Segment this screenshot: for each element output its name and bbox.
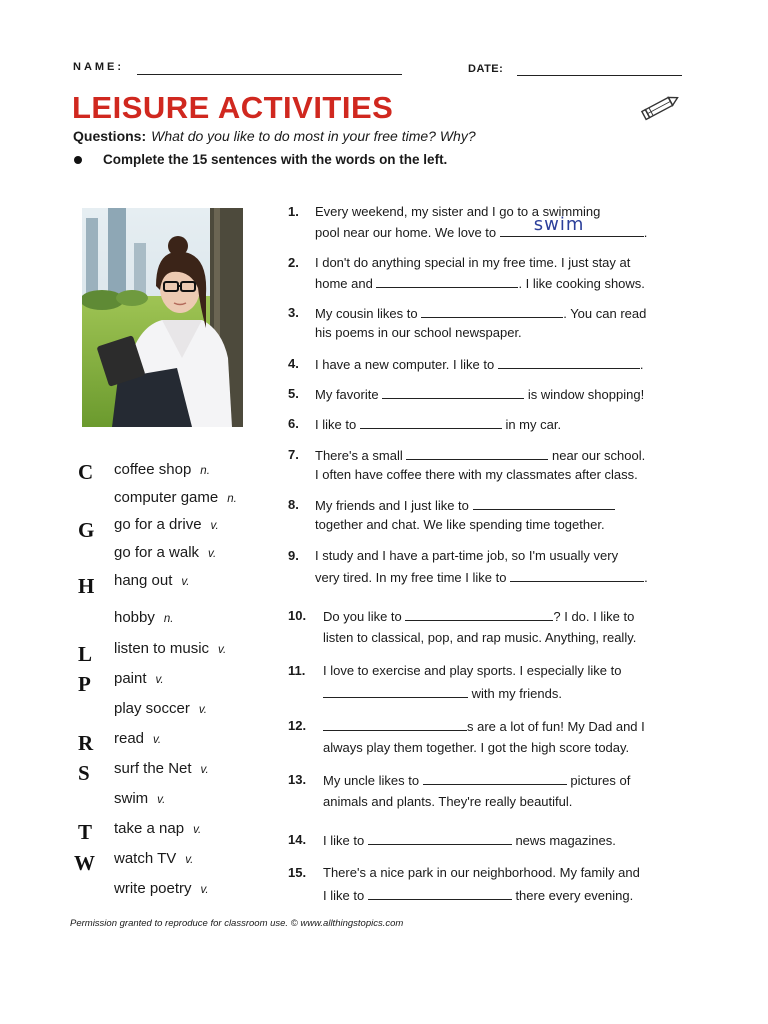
sentence-number: 7.	[288, 447, 299, 462]
sentence-13-line-1	[323, 772, 630, 788]
sentence-1-line-1: Every weekend, my sister and I go to a swimming	[315, 204, 601, 219]
word-text: swim	[114, 790, 149, 807]
sentence-number: 10.	[288, 608, 307, 623]
sentence-number: 11.	[288, 663, 306, 678]
letter-r: R	[78, 731, 94, 755]
word-text: write poetry	[114, 880, 192, 897]
sentence-text: .	[643, 225, 648, 240]
word-watch-tv	[114, 850, 193, 867]
sentence-text: My uncle likes to	[323, 773, 420, 788]
word-text: take a nap	[114, 820, 185, 837]
sentence-text: There's a small	[315, 448, 403, 463]
sentence-number: 4.	[288, 356, 299, 371]
answer-blank-3[interactable]	[421, 305, 563, 318]
sentence-3-line-2: his poems in our school newspaper.	[315, 325, 522, 340]
letter-t: T	[78, 820, 93, 844]
sentence-text: . I like cooking shows.	[518, 276, 645, 291]
part-of-speech: v.	[193, 824, 202, 836]
handwritten-answer: swim	[533, 214, 585, 235]
word-go-for-a-drive	[114, 516, 219, 533]
answer-blank-8[interactable]	[473, 497, 615, 510]
word-text: computer game	[114, 489, 219, 506]
date-label: DATE:	[468, 63, 504, 75]
sentence-8-line-2: together and chat. We like spending time together.	[315, 517, 605, 532]
letter-l: L	[78, 642, 93, 666]
bullet-icon	[74, 156, 82, 164]
sentence-9-line-2	[315, 569, 648, 585]
word-text: go for a walk	[114, 544, 200, 561]
part-of-speech: n.	[200, 465, 210, 477]
answer-blank-5[interactable]	[382, 386, 524, 399]
sentence-3-line-1	[315, 305, 646, 321]
word-play-soccer	[114, 700, 207, 717]
part-of-speech: n.	[163, 613, 174, 625]
answer-blank-13[interactable]	[423, 772, 567, 785]
sentence-text: news magazines.	[515, 833, 616, 848]
sentence-text: I like to	[323, 888, 365, 903]
part-of-speech: v.	[155, 674, 164, 686]
part-of-speech: v.	[208, 548, 217, 560]
word-listen-to-music	[114, 640, 226, 657]
sentence-text: .	[639, 357, 644, 372]
footer-permission: Permission granted to reproduce for classroom use. © www.allthingstopics.com	[70, 918, 404, 929]
date-line[interactable]	[517, 75, 682, 76]
part-of-speech: v.	[198, 704, 207, 716]
answer-blank-6[interactable]	[360, 416, 502, 429]
sentence-14-line-1	[323, 832, 616, 848]
sentence-2-line-1: I don't do anything special in my free time. I just stay at	[315, 255, 631, 270]
sentence-text: with my friends.	[471, 686, 562, 701]
sentence-15-line-1: There's a nice park in our neighborhood. My family and	[323, 865, 640, 880]
answer-blank-2[interactable]	[376, 275, 518, 288]
sentence-number: 13.	[288, 772, 307, 787]
name-line[interactable]	[137, 74, 402, 75]
part-of-speech: v.	[181, 576, 190, 588]
sentence-11-line-2	[323, 685, 562, 701]
sentence-text: pictures of	[570, 773, 631, 788]
answer-blank-12[interactable]	[323, 718, 467, 731]
sentence-6-line-1	[315, 416, 561, 432]
sentence-5-line-1	[315, 386, 644, 402]
sentence-text: there every evening.	[515, 888, 634, 903]
word-text: hobby	[114, 609, 155, 626]
word-coffee-shop	[114, 461, 210, 478]
sentence-text: ? I do. I like to	[553, 609, 635, 624]
sentence-7-line-1	[315, 447, 645, 463]
sentence-number: 12.	[288, 718, 307, 733]
sentence-12-line-2: always play them together. I got the high score today.	[323, 740, 630, 755]
sentence-13-line-2: animals and plants. They're really beautiful.	[323, 794, 573, 809]
name-label: NAME:	[73, 61, 125, 73]
letter-h: H	[78, 574, 95, 598]
sentence-text: Do you like to	[323, 609, 402, 624]
sentence-11-line-1: I love to exercise and play sports. I especially like to	[323, 663, 622, 678]
sentence-text: home and	[315, 276, 373, 291]
sentence-text: My favorite	[315, 387, 379, 402]
sentence-9-line-1: I study and I have a part-time job, so I'm usually very	[315, 548, 619, 563]
questions-label: Questions:	[73, 128, 147, 144]
sentence-8-line-1	[315, 497, 615, 513]
sentence-text: pool near our home. We love to	[315, 225, 497, 240]
word-text: watch TV	[114, 850, 177, 867]
sentence-text: very tired. In my free time I like to	[315, 570, 507, 585]
sentence-7-line-2: I often have coffee there with my classmates after class.	[315, 467, 638, 482]
letter-s: S	[78, 761, 90, 785]
answer-blank-15[interactable]	[368, 887, 512, 900]
letter-c: C	[78, 460, 94, 484]
sentence-number: 5.	[288, 386, 299, 401]
pencil-icon	[640, 92, 682, 122]
sentence-text: . You can read	[563, 306, 647, 321]
word-text: coffee shop	[114, 461, 192, 478]
sentence-text: s are a lot of fun! My Dad and I	[467, 719, 645, 734]
answer-blank-1[interactable]	[500, 214, 644, 237]
sentence-number: 14.	[288, 832, 307, 847]
word-read	[114, 730, 161, 747]
letter-g: G	[78, 518, 95, 542]
sentence-2-line-2	[315, 275, 645, 291]
word-swim	[114, 790, 165, 807]
word-text: go for a drive	[114, 516, 202, 533]
sentence-number: 2.	[288, 255, 299, 270]
sentence-number: 3.	[288, 305, 299, 320]
sentence-number: 1.	[288, 204, 299, 219]
page-title: LEISURE ACTIVITIES	[72, 90, 394, 125]
part-of-speech: v.	[157, 794, 166, 806]
word-text: listen to music	[114, 640, 210, 657]
word-paint	[114, 670, 164, 687]
sentence-10-line-2: listen to classical, pop, and rap music. Anything, really.	[323, 630, 637, 645]
sentence-text: is window shopping!	[527, 387, 645, 402]
part-of-speech: v.	[200, 764, 209, 776]
word-take-a-nap	[114, 820, 201, 837]
sentence-text: My cousin likes to	[315, 306, 418, 321]
woman-reading-photo	[82, 208, 243, 427]
sentence-text: I like to	[315, 417, 357, 432]
word-text: hang out	[114, 572, 173, 589]
word-hang-out	[114, 572, 189, 589]
sentence-text: I like to	[323, 833, 365, 848]
sentence-number: 9.	[288, 548, 299, 563]
word-computer-game	[114, 489, 237, 506]
sentence-15-line-2	[323, 887, 633, 903]
answer-blank-4[interactable]	[498, 356, 640, 369]
questions-text: What do you like to do most in your free time? Why?	[151, 128, 476, 144]
word-write-poetry	[114, 880, 209, 897]
sentence-text: My friends and I just like to	[315, 498, 469, 513]
word-text: play soccer	[114, 700, 190, 717]
sentence-number: 15.	[288, 865, 307, 880]
sentence-number: 8.	[288, 497, 299, 512]
answer-blank-7[interactable]	[406, 447, 548, 460]
word-text: read	[114, 730, 145, 747]
sentence-text: near our school.	[551, 448, 646, 463]
part-of-speech: v.	[185, 854, 194, 866]
part-of-speech: v.	[200, 884, 209, 896]
answer-blank-11[interactable]	[323, 685, 468, 698]
word-text: surf the Net	[114, 760, 192, 777]
answer-blank-9[interactable]	[510, 569, 644, 582]
answer-blank-14[interactable]	[368, 832, 512, 845]
word-surf-the-net	[114, 760, 209, 777]
sentence-text: in my car.	[505, 417, 562, 432]
sentence-4-line-1	[315, 356, 643, 372]
sentence-number: 6.	[288, 416, 299, 431]
word-hobby	[114, 609, 173, 626]
sentence-1-line-2	[315, 214, 648, 240]
part-of-speech: n.	[227, 493, 237, 505]
sentence-text: I have a new computer. I like to	[315, 357, 495, 372]
part-of-speech: v.	[218, 644, 227, 656]
part-of-speech: v.	[153, 734, 162, 746]
letter-p: P	[78, 672, 91, 696]
letter-w: W	[74, 851, 95, 875]
word-text: paint	[114, 670, 147, 687]
answer-blank-10[interactable]	[405, 608, 553, 621]
word-go-for-a-walk	[114, 544, 216, 561]
part-of-speech: v.	[210, 520, 219, 532]
sentence-text: .	[644, 570, 648, 585]
sentence-12-line-1	[323, 718, 645, 734]
questions-line	[73, 128, 476, 144]
sentence-10-line-1	[323, 608, 634, 624]
instruction-text: Complete the 15 sentences with the words on the left.	[103, 152, 448, 167]
